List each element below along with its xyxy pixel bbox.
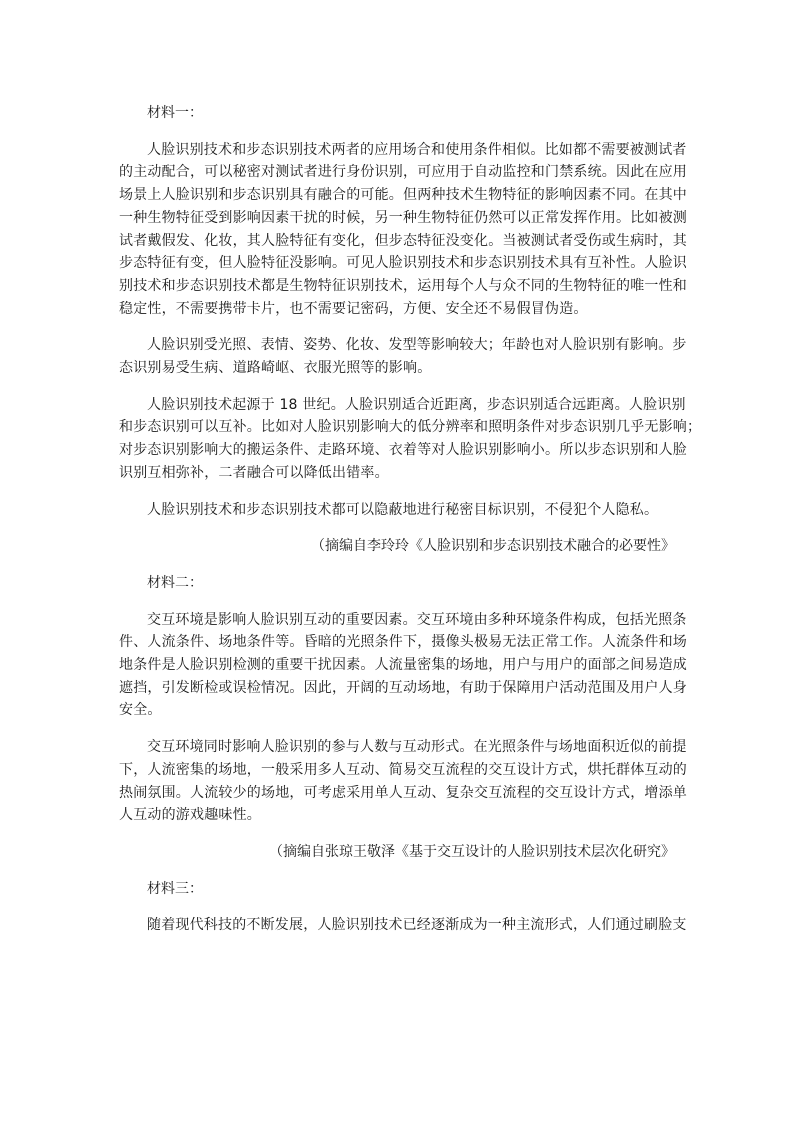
text-line: 试者戴假发、化妆，其人脸特征有变化，但步态特征没变化。当被测试者受伤或生病时，其 xyxy=(119,232,687,249)
document-page xyxy=(119,102,702,951)
material-2-source: （摘编自张琼王敬泽《基于交互设计的人脸识别技术层次化研究》 xyxy=(269,843,675,860)
text-line: 人脸识别技术和步态识别技术两者的应用场合和使用条件相似。比如都不需要被测试者 xyxy=(147,141,687,158)
text-line: 场景上人脸识别和步态识别具有融合的可能。但两种技术生物特征的影响因素不同。在其中 xyxy=(119,187,687,204)
material-1-heading: 材料一： xyxy=(147,105,203,121)
material-1-paragraph-4 xyxy=(119,499,675,522)
text-line: 的主动配合，可以秘密对测试者进行身份识别，可应用于自动监控和门禁系统。因此在应用 xyxy=(119,164,687,181)
text-line: 人脸识别技术和步态识别技术都可以隐蔽地进行秘密目标识别，不侵犯个人隐私。 xyxy=(147,501,659,518)
text-line: 一种生物特征受到影响因素干扰的时候，另一种生物特征仍然可以正常发挥作用。比如被测 xyxy=(119,209,687,226)
text-line: 地条件是人脸识别检测的重要干扰因素。人流量密集的场地，用户与用户的面部之间易造成 xyxy=(119,657,687,674)
material-3-heading: 材料三： xyxy=(147,880,203,897)
text-line: 随着现代科技的不断发展，人脸识别技术已经逐渐成为一种主流形式，人们通过刷脸支 xyxy=(147,917,687,934)
material-1-paragraph-2 xyxy=(119,334,687,379)
material-2-paragraph-2 xyxy=(119,736,687,827)
material-1-source: （摘编自李玲玲《人脸识别和步态识别技术融合的必要性》 xyxy=(311,538,675,555)
text-line: 对步态识别影响大的搬运条件、走路环境、衣着等对人脸识别影响小。所以步态识别和人脸 xyxy=(119,442,687,459)
text-line: 步态特征有变，但人脸特征没影响。可见人脸识别技术和步态识别技术具有互补性。人脸识 xyxy=(119,255,687,272)
material-1-paragraph-3 xyxy=(119,394,702,485)
text-line: 和步态识别可以互补。比如对人脸识别影响大的低分辨率和照明条件对步态识别几乎无影响； xyxy=(119,419,702,436)
text-line: 下，人流密集的场地，一般采用多人互动、简易交互流程的交互设计方式，烘托群体互动的 xyxy=(119,761,687,778)
text-line: 人脸识别受光照、表情、姿势、化妆、发型等影响较大；年龄也对人脸识别有影响。步 xyxy=(147,337,687,354)
text-line: 安全。 xyxy=(119,702,162,719)
text-line: 交互环境同时影响人脸识别的参与人数与互动形式。在光照条件与场地面积近似的前提 xyxy=(147,739,687,756)
text-line: 别技术和步态识别技术都是生物特征识别技术，运用每个人与众不同的生物特征的唯一性和 xyxy=(119,277,687,294)
text-line: 人脸识别技术起源于 18 世纪。人脸识别适合近距离，步态识别适合远距离。人脸识别 xyxy=(147,396,686,413)
text-line: 遮挡，引发断检或误检情况。因此，开阔的互动场地，有助于保障用户活动范围及用户人身 xyxy=(119,679,687,696)
text-line: 交互环境是影响人脸识别互动的重要因素。交互环境由多种环境条件构成，包括光照条 xyxy=(147,611,687,628)
text-line: 热闹氛围。人流较少的场地，可考虑采用单人互动、复杂交互流程的交互设计方式，增添单 xyxy=(119,784,687,801)
text-line: 识别互相弥补，二者融合可以降低出错率。 xyxy=(119,464,389,481)
text-line: 稳定性，不需要携带卡片，也不需要记密码，方便、安全还不易假冒伪造。 xyxy=(119,300,588,317)
text-line: 态识别易受生病、道路崎岖、衣服光照等的影响。 xyxy=(119,360,432,377)
material-2-paragraph-1 xyxy=(119,609,687,723)
material-3-paragraph-1 xyxy=(119,914,687,937)
text-line: 件、人流条件、场地条件等。昏暗的光照条件下，摄像头极易无法正常工作。人流条件和场 xyxy=(119,634,687,651)
material-2-heading: 材料二： xyxy=(147,574,203,591)
text-line: 人互动的游戏趣味性。 xyxy=(119,807,261,824)
material-1-paragraph-1 xyxy=(119,139,687,321)
